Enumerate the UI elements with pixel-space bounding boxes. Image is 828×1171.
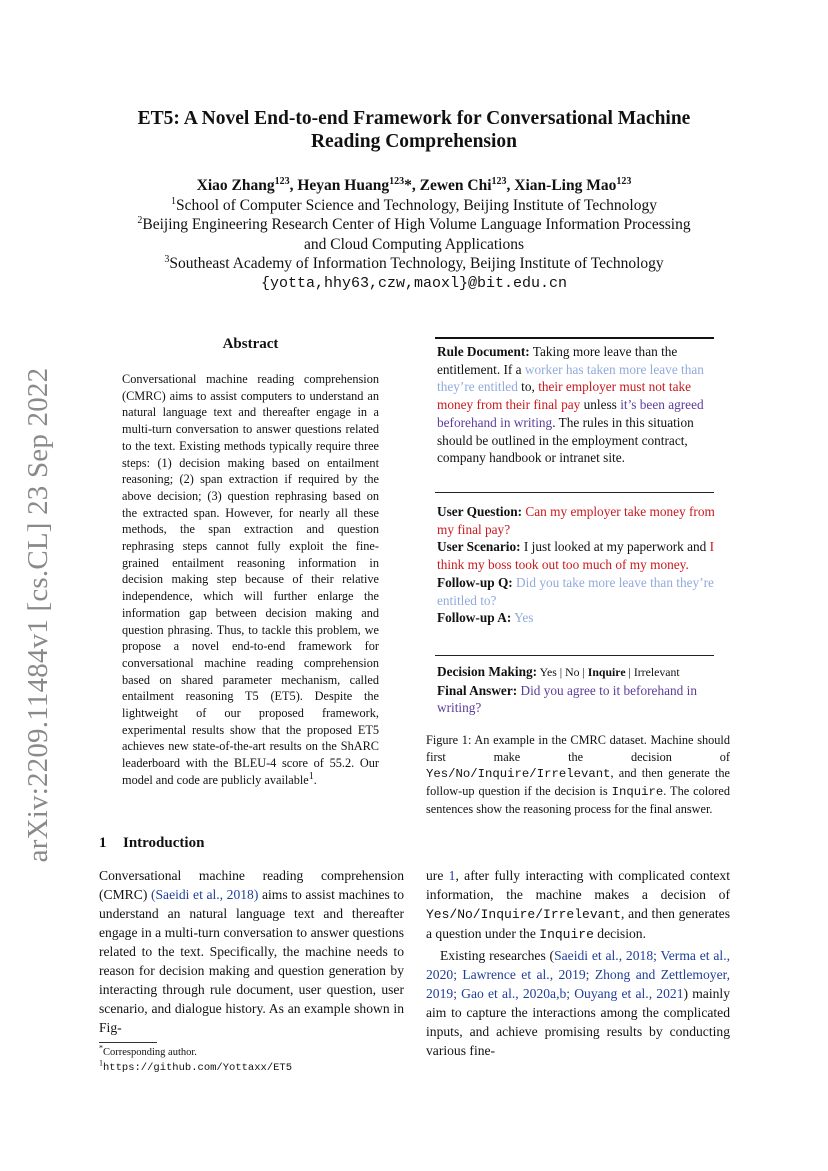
highlight-red: their employer must not take money from their final pay [437,379,692,413]
intro-right-paragraph-1 [426,866,730,944]
decision-option-irrelevant: Irrelevant [633,665,680,679]
decision-option-no: No [565,665,580,679]
author-name: Heyan Huang [297,177,390,194]
footnote-code-link [99,1058,404,1075]
decision-separator: | [556,665,566,679]
body-text: , after fully interacting with complicated context information, the machine makes a decision of [426,868,730,902]
body-text: Conversational machine reading comprehension (CMRC) [99,868,404,902]
highlight-purple: Did you agree to it beforehand in writing? [437,682,697,716]
abstract-text: Conversational machine reading comprehension (CMRC) aims to assist computers to understand an natural language text and thereafter engage in a multi-turn conversation to answer questions related to the text. Existing methods typically require three steps: (1) decision making based on entailment reasoning; (2) span extraction if required by the above decision; (3) question rephrasing based on the extracted span. However, for nearly all these methods, the span extraction and question rephrasing steps cannot fully exploit the fine-grained entailment reasoning information in decision making step because of their relative independence, which will further enlarge the information gap between decision making and question phrasing. Thus, to tackle this problem, we propose a novel end-to-end framework for conversational machine reading comprehension based on shared parameter mechanism, called entailment reasoning T5 (ET5). Despite the lightweight of our proposed framework, experimental results show that the proposed ET5 achieves new state-of-the-art results on the ShARC leaderboard with the BLEU-4 score of 55.2. Our model and code are publicly available [122,372,379,787]
final-answer [437,682,719,717]
affiliation-mark: 3 [164,253,170,265]
highlight-blue: Yes [511,610,534,626]
caption-code: Yes/No/Inquire/Irrelevant [426,767,611,782]
body-text: , and then generates a question under the [426,906,730,941]
highlight-red: I think my boss took out too much of my money. [437,539,715,573]
affiliation-text: Beijing Engineering Research Center of High Volume Language Information Processing [142,216,691,233]
author-list [0,176,828,196]
footnote-mark: 1 [99,1058,103,1068]
affiliation-1 [0,196,828,216]
decision-making-label: Decision Making: [437,664,538,679]
highlight-blue: worker has taken more leave than they’re entitled [437,361,704,395]
section-heading-introduction [99,835,204,852]
author-name: Xian-Ling Mao [514,177,617,194]
author-marks: 123 [491,175,507,187]
author-separator: , [506,177,511,194]
affiliation-3 [0,254,828,274]
affiliation-2-cont: and Cloud Computing Applications [303,235,524,253]
figure-caption [426,732,730,818]
affiliation-mark: 2 [137,214,143,226]
figure-text: I just looked at my paperwork and [520,539,710,555]
footnote-divider [99,1042,157,1043]
paper-title [0,107,828,153]
body-text: aims to assist machines to understand an natural language text and thereafter engage in a multi-turn conversation to answer questions related to the text. Specifically, the machine needs to reason for decision making and question generation by interacting through rule document, user question, user scenario, and dialogue history. As an example shown in Fig- [99,887,404,1035]
rule-document-label: Rule Document: [437,344,530,359]
footnote-mark: * [99,1043,103,1053]
decision-separator: | [625,665,634,679]
figure-text: unless [580,397,621,413]
follow-up-q-label: Follow-up Q: [437,574,513,590]
affiliation-2 [0,215,828,235]
highlight-purple: it’s been agreed beforehand in writing [437,397,704,430]
highlight-blue: Did you take more leave than they’re entitled to? [437,574,714,608]
author-marks: 123 [274,175,290,187]
decision-option-yes: Yes [537,665,557,679]
follow-up-a-label: Follow-up A: [437,610,512,626]
caption-text: , and then generate the follow-up question if the decision is [426,766,730,799]
body-text: ) mainly aim to capture the interactions among the complicated inputs, and achieve promising results by conducting various fine- [426,986,730,1058]
citation-link[interactable]: Saeidi et al., 2018; Verma et al., 2020; Lawrence et al., 2019; Zhong and Zettlemoyer, 2019; Gao et al., 2020a,b; Ouyang et al., 2021 [426,948,730,1001]
abstract-heading: Abstract [222,336,279,352]
citation-link[interactable]: (Saeidi et al., 2018) [150,887,259,902]
figure-rule-document [437,343,719,467]
abstract-end: . [313,772,317,787]
highlight-red: Can my employer take money from my final pay? [437,504,715,537]
arxiv-stamp: arXiv:2209.11484v1 [cs.CL] 23 Sep 2022 [22,367,54,863]
figure-text: to, [517,379,539,395]
decision-making [437,663,719,682]
section-title: Introduction [123,835,205,851]
body-text: decision. [593,926,646,941]
intro-right-paragraph-2 [426,946,730,1060]
figure-top-rule [435,337,714,339]
figure-text: Taking more leave than the entitlement. If a [437,344,678,377]
user-question-label: User Question: [437,504,523,519]
intro-left-paragraph [99,866,404,1037]
figure-text: . The rules in this situation should be outlined in the employment contract, company handbook or intranet site. [437,414,694,466]
figure-divider-1 [435,492,714,493]
author-separator: , [289,177,294,194]
decision-option-inquire: Inquire [587,665,626,679]
intro-right-column [426,866,730,1060]
inline-code: Inquire [539,927,594,942]
author-name: Zewen Chi [419,177,492,194]
body-text: ure [426,868,449,883]
final-answer-label: Final Answer: [437,682,518,698]
figure-ref-link[interactable]: 1 [448,868,456,883]
author-name: Xiao Zhang [196,177,275,194]
user-question [437,503,719,538]
title-line-1: ET5: A Novel End-to-end Framework for Conversational Machine [137,108,691,129]
caption-code: Inquire [611,785,664,800]
footnote-ref[interactable]: 1 [308,770,314,782]
abstract-body [122,371,379,789]
caption-text: . The colored sentences show the reasoning process for the final answer. [426,784,730,816]
code-url-link[interactable]: https://github.com/Yottaxx/ET5 [103,1062,293,1074]
section-number: 1 [99,835,107,851]
affiliation-mark: 1 [171,195,176,207]
footnote-corresponding [99,1043,404,1060]
follow-up-question [437,574,719,609]
user-scenario [437,538,719,573]
caption-text: Figure 1: An example in the CMRC dataset. Machine should first make the decision of [426,733,730,764]
body-text: Existing researches ( [440,948,555,963]
follow-up-answer [437,609,719,627]
author-marks: 123 [616,175,632,187]
user-scenario-label: User Scenario: [437,539,521,555]
footnote-text: Corresponding author. [103,1047,197,1058]
title-line-2: Reading Comprehension [310,131,518,152]
authors-block [0,176,828,293]
decision-separator: | [579,665,588,679]
figure-divider-2 [435,655,714,656]
figure-dialogue [437,503,719,627]
affiliation-text: Southeast Academy of Information Technology, Beijing Institute of Technology [169,255,664,272]
affiliation-text: School of Computer Science and Technology, Beijing Institute of Technology [176,196,657,214]
author-emails: {yotta,hhy63,czw,maoxl}@bit.edu.cn [260,274,568,292]
figure-decision [437,663,719,717]
author-marks: 123 [389,175,405,187]
author-separator: *, [404,177,416,194]
inline-code: Yes/No/Inquire/Irrelevant [426,907,622,922]
